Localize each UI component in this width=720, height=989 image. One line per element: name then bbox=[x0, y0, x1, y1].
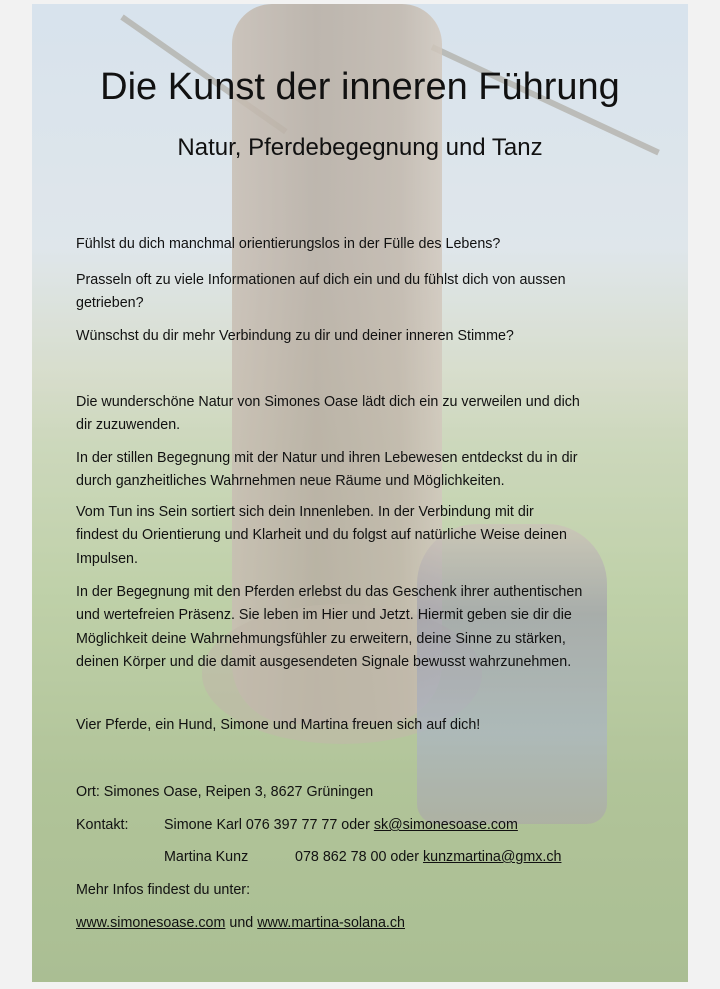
paragraph bbox=[76, 233, 500, 256]
contact-line-1 bbox=[76, 814, 518, 837]
paragraph bbox=[76, 391, 580, 438]
text-line: Fühlst du dich manchmal orientierungslos in der Fülle des Lebens? bbox=[76, 236, 501, 252]
website-link-2[interactable]: www.martina-solana.ch bbox=[257, 915, 405, 931]
paragraph bbox=[76, 581, 582, 674]
paragraph bbox=[76, 501, 567, 571]
text-line: Vom Tun ins Sein sortiert sich dein Innenleben. In der Verbindung mit dir bbox=[76, 504, 534, 520]
email-link-2[interactable]: kunzmartina@gmx.ch bbox=[423, 849, 562, 865]
paragraph bbox=[76, 269, 566, 316]
text-line: dir zuzuwenden. bbox=[76, 417, 181, 434]
text-line: findest du Orientierung und Klarheit und du folgst auf natürliche Weise deinen bbox=[76, 527, 567, 544]
text-line: getrieben? bbox=[76, 295, 144, 312]
text-line: Wünschst du dir mehr Verbindung zu dir und deiner inneren Stimme? bbox=[76, 328, 514, 344]
text-line: In der stillen Begegnung mit der Natur und ihren Lebewesen entdeckst du in dir bbox=[76, 450, 578, 466]
paragraph bbox=[76, 325, 514, 348]
more-info: Mehr Infos findest du unter: bbox=[76, 882, 251, 898]
text-line: durch ganzheitliches Wahrnehmen neue Räume und Möglichkeiten. bbox=[76, 473, 505, 490]
email-link-1[interactable]: sk@simonesoase.com bbox=[373, 817, 518, 833]
text-line: deinen Körper und die damit ausgesendeten Signale bewusst wahrzunehmen. bbox=[76, 653, 572, 670]
text-line: Vier Pferde, ein Hund, Simone und Martina freuen sich auf dich! bbox=[76, 717, 481, 733]
text-line: Prasseln oft zu viele Informationen auf dich ein und du fühlst dich von aussen bbox=[76, 272, 566, 288]
text-line: Impulsen. bbox=[76, 550, 138, 567]
contact-person-2: Martina Kunz bbox=[164, 849, 249, 865]
contact-line-2 bbox=[76, 846, 561, 869]
contact-person-1: Simone Karl 076 397 77 77 oder bbox=[164, 817, 374, 833]
text-line: Die wunderschöne Natur von Simones Oase lädt dich ein zu verweilen und dich bbox=[76, 394, 580, 410]
flyer-page bbox=[32, 4, 688, 982]
website-link-1[interactable]: www.simonesoase.com bbox=[76, 915, 226, 931]
links-line bbox=[76, 912, 405, 935]
and-text: und bbox=[225, 915, 258, 931]
text-line: und wertefreien Präsenz. Sie leben im Hier und Jetzt. Hiermit geben sie dir die bbox=[76, 607, 572, 624]
location: Ort: Simones Oase, Reipen 3, 8627 Grüningen bbox=[76, 784, 374, 800]
page-title: Die Kunst der inneren Führung bbox=[100, 66, 620, 108]
contact-phone-2: 078 862 78 00 oder bbox=[295, 849, 423, 865]
page-subtitle: Natur, Pferdebegegnung und Tanz bbox=[177, 134, 543, 161]
text-line: In der Begegnung mit den Pferden erlebst du das Geschenk ihrer authentischen bbox=[76, 584, 583, 600]
contact-label: Kontakt: bbox=[76, 817, 129, 833]
paragraph bbox=[76, 447, 578, 494]
paragraph bbox=[76, 714, 480, 737]
text-line: Möglichkeit deine Wahrnehmungsfühler zu erweitern, deine Sinne zu stärken, bbox=[76, 630, 566, 647]
